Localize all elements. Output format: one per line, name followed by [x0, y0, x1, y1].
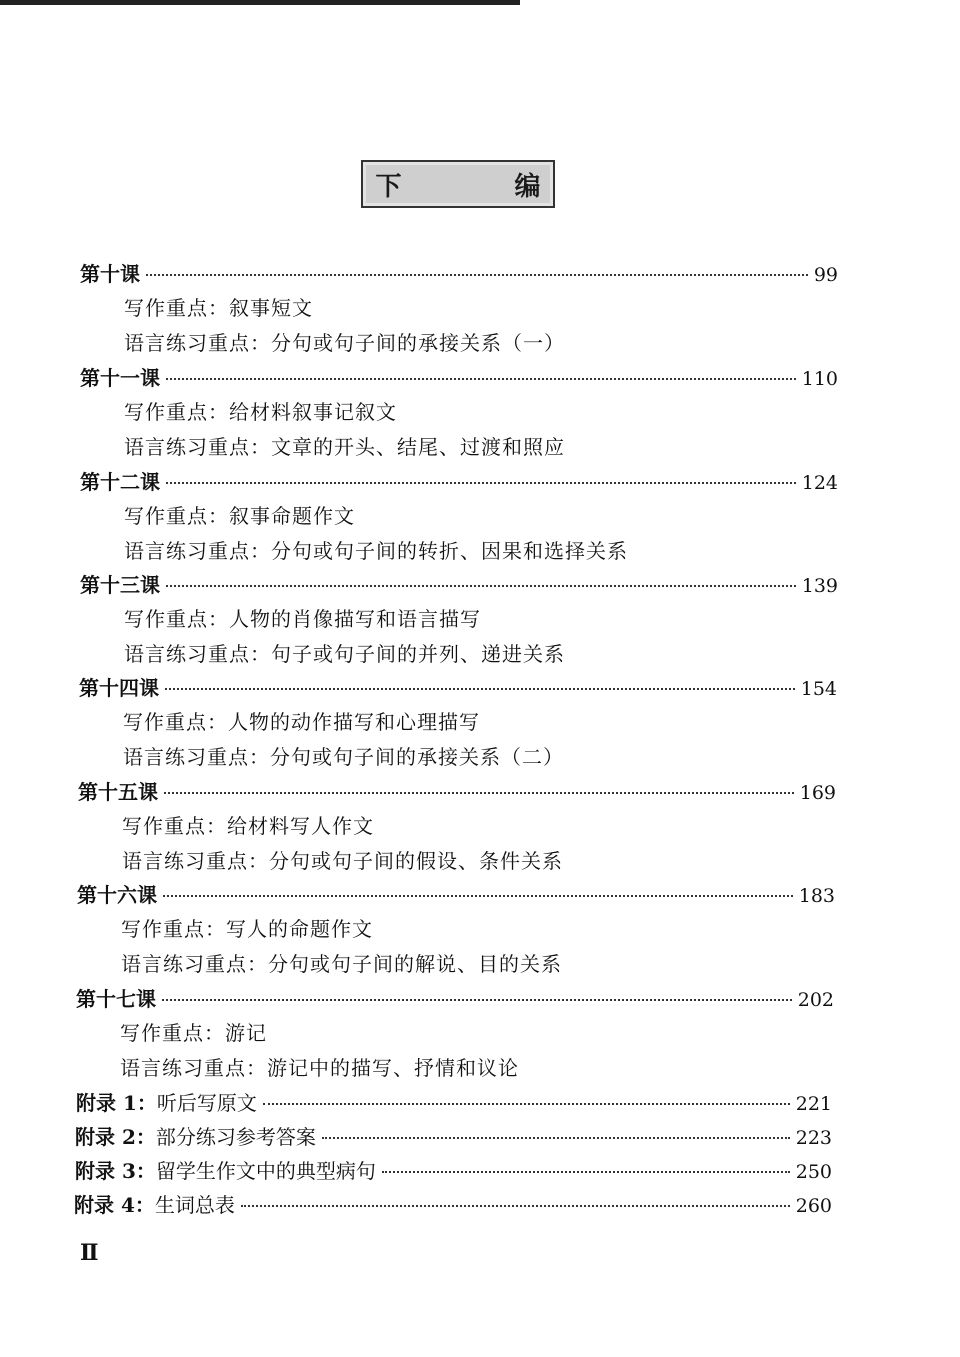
- lesson-title: 第十五课: [78, 780, 158, 804]
- section-title-box: [361, 160, 593, 208]
- dot-leader: [165, 688, 795, 690]
- folio-page-number: Ⅱ: [80, 1240, 99, 1266]
- lesson-title: 第十四课: [79, 676, 159, 700]
- lesson-title: 第十六课: [77, 883, 157, 907]
- writing-focus: 写作重点：叙事命题作文: [124, 504, 355, 528]
- appendix-title: 听后写原文: [156, 1091, 257, 1115]
- dot-leader: [382, 1171, 790, 1173]
- page-number: 202: [797, 989, 834, 1011]
- toc-lesson-14[interactable]: [79, 672, 837, 701]
- writing-focus: 写作重点：叙事短文: [124, 296, 313, 320]
- dot-leader: [241, 1205, 790, 1207]
- writing-focus: 写作重点：给材料写人作文: [122, 814, 374, 838]
- page-number: 223: [795, 1127, 832, 1149]
- toc-lesson-17[interactable]: [76, 983, 834, 1012]
- dot-leader: [166, 482, 796, 484]
- page-number: 183: [798, 885, 835, 907]
- page-number: 124: [801, 472, 838, 494]
- page-number: 260: [795, 1195, 832, 1217]
- language-focus: 语言练习重点：文章的开头、结尾、过渡和照应: [124, 435, 565, 459]
- dot-leader: [164, 792, 794, 794]
- writing-focus: 写作重点：给材料叙事记叙文: [124, 400, 397, 424]
- writing-focus: 写作重点：人物的肖像描写和语言描写: [124, 607, 481, 631]
- page-number: 110: [801, 368, 838, 390]
- toc-appendix-2[interactable]: [75, 1121, 832, 1150]
- appendix-title: 留学生作文中的典型病句: [155, 1159, 376, 1183]
- top-rule: [0, 0, 520, 5]
- language-focus: 语言练习重点：分句或句子间的解说、目的关系: [121, 952, 562, 976]
- page-number: 154: [800, 678, 837, 700]
- dot-leader: [322, 1137, 790, 1139]
- appendix-label: 附录 1：: [76, 1091, 157, 1115]
- appendix-label: 附录 4：: [74, 1193, 155, 1217]
- dot-leader: [162, 999, 792, 1001]
- dot-leader: [166, 378, 796, 380]
- dot-leader: [263, 1103, 790, 1105]
- page-number: 250: [795, 1161, 832, 1183]
- section-title: 下 编: [375, 171, 593, 202]
- toc-lesson-15[interactable]: [78, 776, 836, 805]
- writing-focus: 写作重点：写人的命题作文: [121, 917, 373, 941]
- lesson-title: 第十一课: [80, 366, 160, 390]
- language-focus: 语言练习重点：分句或句子间的承接关系（二）: [123, 745, 564, 769]
- lesson-title: 第十二课: [80, 470, 160, 494]
- language-focus: 语言练习重点：句子或句子间的并列、递进关系: [124, 642, 565, 666]
- lesson-title: 第十三课: [80, 573, 160, 597]
- language-focus: 语言练习重点：分句或句子间的承接关系（一）: [124, 331, 565, 355]
- lesson-title: 第十七课: [76, 987, 156, 1011]
- toc-lesson-16[interactable]: [77, 879, 835, 908]
- page-number: 221: [795, 1093, 832, 1115]
- page-number: 139: [801, 575, 838, 597]
- appendix-label: 附录 3：: [75, 1159, 156, 1183]
- language-focus: 语言练习重点：游记中的描写、抒情和议论: [120, 1056, 519, 1080]
- appendix-label: 附录 2：: [75, 1125, 156, 1149]
- writing-focus: 写作重点：人物的动作描写和心理描写: [123, 710, 480, 734]
- dot-leader: [146, 274, 808, 276]
- language-focus: 语言练习重点：分句或句子间的假设、条件关系: [122, 849, 563, 873]
- dot-leader: [163, 895, 793, 897]
- language-focus: 语言练习重点：分句或句子间的转折、因果和选择关系: [124, 539, 628, 563]
- toc-lesson-10[interactable]: [80, 258, 838, 287]
- lesson-title: 第十课: [80, 262, 140, 286]
- toc-appendix-1[interactable]: [76, 1087, 832, 1116]
- writing-focus: 写作重点：游记: [120, 1021, 267, 1045]
- appendix-title: 部分练习参考答案: [155, 1125, 316, 1149]
- toc-lesson-11[interactable]: [80, 362, 838, 391]
- page-number: 169: [799, 782, 836, 804]
- toc-lesson-13[interactable]: [80, 569, 838, 598]
- page-number: 99: [813, 264, 838, 286]
- toc-lesson-12[interactable]: [80, 466, 838, 495]
- dot-leader: [166, 585, 796, 587]
- appendix-title: 生词总表: [154, 1193, 235, 1217]
- toc-appendix-3[interactable]: [75, 1155, 832, 1184]
- toc-appendix-4[interactable]: [74, 1189, 832, 1218]
